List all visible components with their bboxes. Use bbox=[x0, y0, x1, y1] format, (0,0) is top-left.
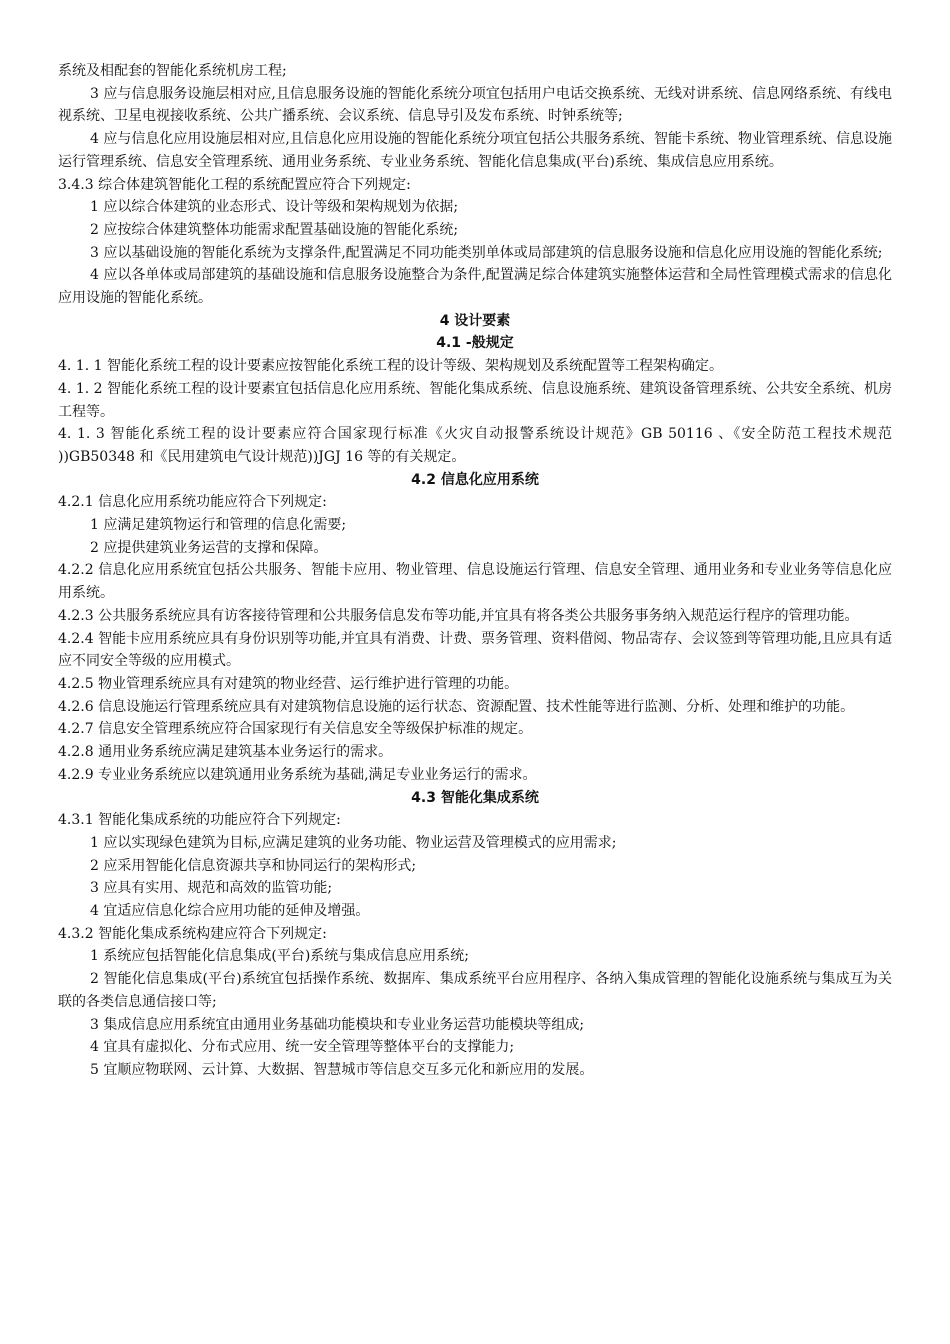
list-item: 4 宜具有虚拟化、分布式应用、统一安全管理等整体平台的支撑能力; bbox=[90, 1039, 515, 1056]
list-item: 1 应以综合体建筑的业态形式、设计等级和架构规划为依据; bbox=[90, 199, 459, 216]
list-item: 1 系统应包括智能化信息集成(平台)系统与集成信息应用系统; bbox=[90, 948, 469, 965]
section-heading: 4 设计要素 bbox=[439, 312, 511, 329]
clause-paragraph: 4.3.1 智能化集成系统的功能应符合下列规定: bbox=[58, 812, 341, 829]
list-item: 2 智能化信息集成(平台)系统宜包括操作系统、数据库、集成系统平台应用程序、各纳入集成管理的智能化设施系统与集成互为关联的各类信息通信接口等; bbox=[58, 971, 892, 1010]
clause-paragraph: 4.3.2 智能化集成系统构建应符合下列规定: bbox=[58, 925, 327, 942]
list-item: 2 应提供建筑业务运营的支撑和保障。 bbox=[90, 539, 328, 556]
clause-paragraph: 4.2.6 信息设施运行管理系统应具有对建筑物信息设施的运行状态、资源配置、技术性能等进行监测、分析、处理和维护的功能。 bbox=[58, 698, 855, 715]
clause-paragraph: 4. 1. 2 智能化系统工程的设计要素宜包括信息化应用系统、智能化集成系统、信息设施系统、建筑设备管理系统、公共安全系统、机房工程等。 bbox=[58, 380, 892, 420]
list-item: 4 应以各单体或局部建筑的基础设施和信息服务设施整合为条件,配置满足综合体建筑实施整体运营和全局性管理模式需求的信息化应用设施的智能化系统。 bbox=[58, 267, 892, 307]
clause-paragraph: 4. 1. 1 智能化系统工程的设计要素应按智能化系统工程的设计等级、架构规划及系统配置等工程架构确定。 bbox=[58, 358, 723, 375]
list-item: 2 应按综合体建筑整体功能需求配置基础设施的智能化系统; bbox=[90, 221, 459, 238]
clause-paragraph: 4.2.9 专业业务系统应以建筑通用业务系统为基础,满足专业业务运行的需求。 bbox=[58, 766, 537, 783]
list-item: 1 应满足建筑物运行和管理的信息化需要; bbox=[90, 517, 347, 534]
clause-paragraph: 4.2.7 信息安全管理系统应符合国家现行有关信息安全等级保护标准的规定。 bbox=[58, 721, 533, 738]
clause-paragraph: 4.2.8 通用业务系统应满足建筑基本业务运行的需求。 bbox=[58, 744, 393, 761]
list-item: 3 应具有实用、规范和高效的监管功能; bbox=[90, 880, 333, 897]
section-heading: 4.1 -般规定 bbox=[436, 335, 514, 352]
list-item: 3 集成信息应用系统宜由通用业务基础功能模块和专业业务运营功能模块等组成; bbox=[90, 1016, 585, 1033]
clause-paragraph: 4.2.3 公共服务系统应具有访客接待管理和公共服务信息发布等功能,并宜具有将各类公共服务事务纳入规范运行程序的管理功能。 bbox=[58, 607, 859, 624]
clause-paragraph: 4.2.1 信息化应用系统功能应符合下列规定: bbox=[58, 494, 327, 511]
clause-paragraph: 4.2.4 智能卡应用系统应具有身份识别等功能,并宜具有消费、计费、票务管理、资料借阅、物品寄存、会议签到等管理功能,且应具有适应不同安全等级的应用模式。 bbox=[58, 630, 892, 670]
section-heading: 4.3 智能化集成系统 bbox=[411, 789, 539, 806]
clause-paragraph: 4.2.2 信息化应用系统宜包括公共服务、智能卡应用、物业管理、信息设施运行管理、信息安全管理、通用业务和专业业务等信息化应用系统。 bbox=[58, 562, 892, 602]
clause-paragraph: 4. 1. 3 智能化系统工程的设计要素应符合国家现行标准《火灾自动报警系统设计规范》GB 50116 、《安全防范工程技术规范 ))GB50348 和《民用建筑电气设计规范))JGJ 16 等的有关规定。 bbox=[58, 426, 892, 465]
list-item: 3 应与信息服务设施层相对应,且信息服务设施的智能化系统分项宜包括用户电话交换系统、无线对讲系统、信息网络系统、有线电视系统、卫星电视接收系统、公共广播系统、会议系统、信息导引及发布系统、时钟系统等; bbox=[58, 85, 892, 125]
list-item: 5 宜顺应物联网、云计算、大数据、智慧城市等信息交互多元化和新应用的发展。 bbox=[90, 1061, 594, 1078]
clause-paragraph: 4.2.5 物业管理系统应具有对建筑的物业经营、运行维护进行管理的功能。 bbox=[58, 675, 519, 692]
clause-paragraph: 系统及相配套的智能化系统机房工程; bbox=[58, 63, 287, 79]
list-item: 4 应与信息化应用设施层相对应,且信息化应用设施的智能化系统分项宜包括公共服务系统、智能卡系统、物业管理系统、信息设施运行管理系统、信息安全管理系统、通用业务系统、专业业务系统、智能化信息集成(平台)系统、集成信息应用系统。 bbox=[58, 131, 892, 170]
clause-paragraph: 3.4.3 综合体建筑智能化工程的系统配置应符合下列规定: bbox=[58, 176, 411, 193]
list-item: 2 应采用智能化信息资源共享和协同运行的架构形式; bbox=[90, 857, 417, 874]
list-item: 1 应以实现绿色建筑为目标,应满足建筑的业务功能、物业运营及管理模式的应用需求; bbox=[90, 834, 617, 851]
section-heading: 4.2 信息化应用系统 bbox=[411, 471, 539, 488]
list-item: 4 宜适应信息化综合应用功能的延伸及增强。 bbox=[90, 903, 370, 920]
list-item: 3 应以基础设施的智能化系统为支撑条件,配置满足不同功能类别单体或局部建筑的信息服务设施和信息化应用设施的智能化系统; bbox=[90, 244, 883, 261]
